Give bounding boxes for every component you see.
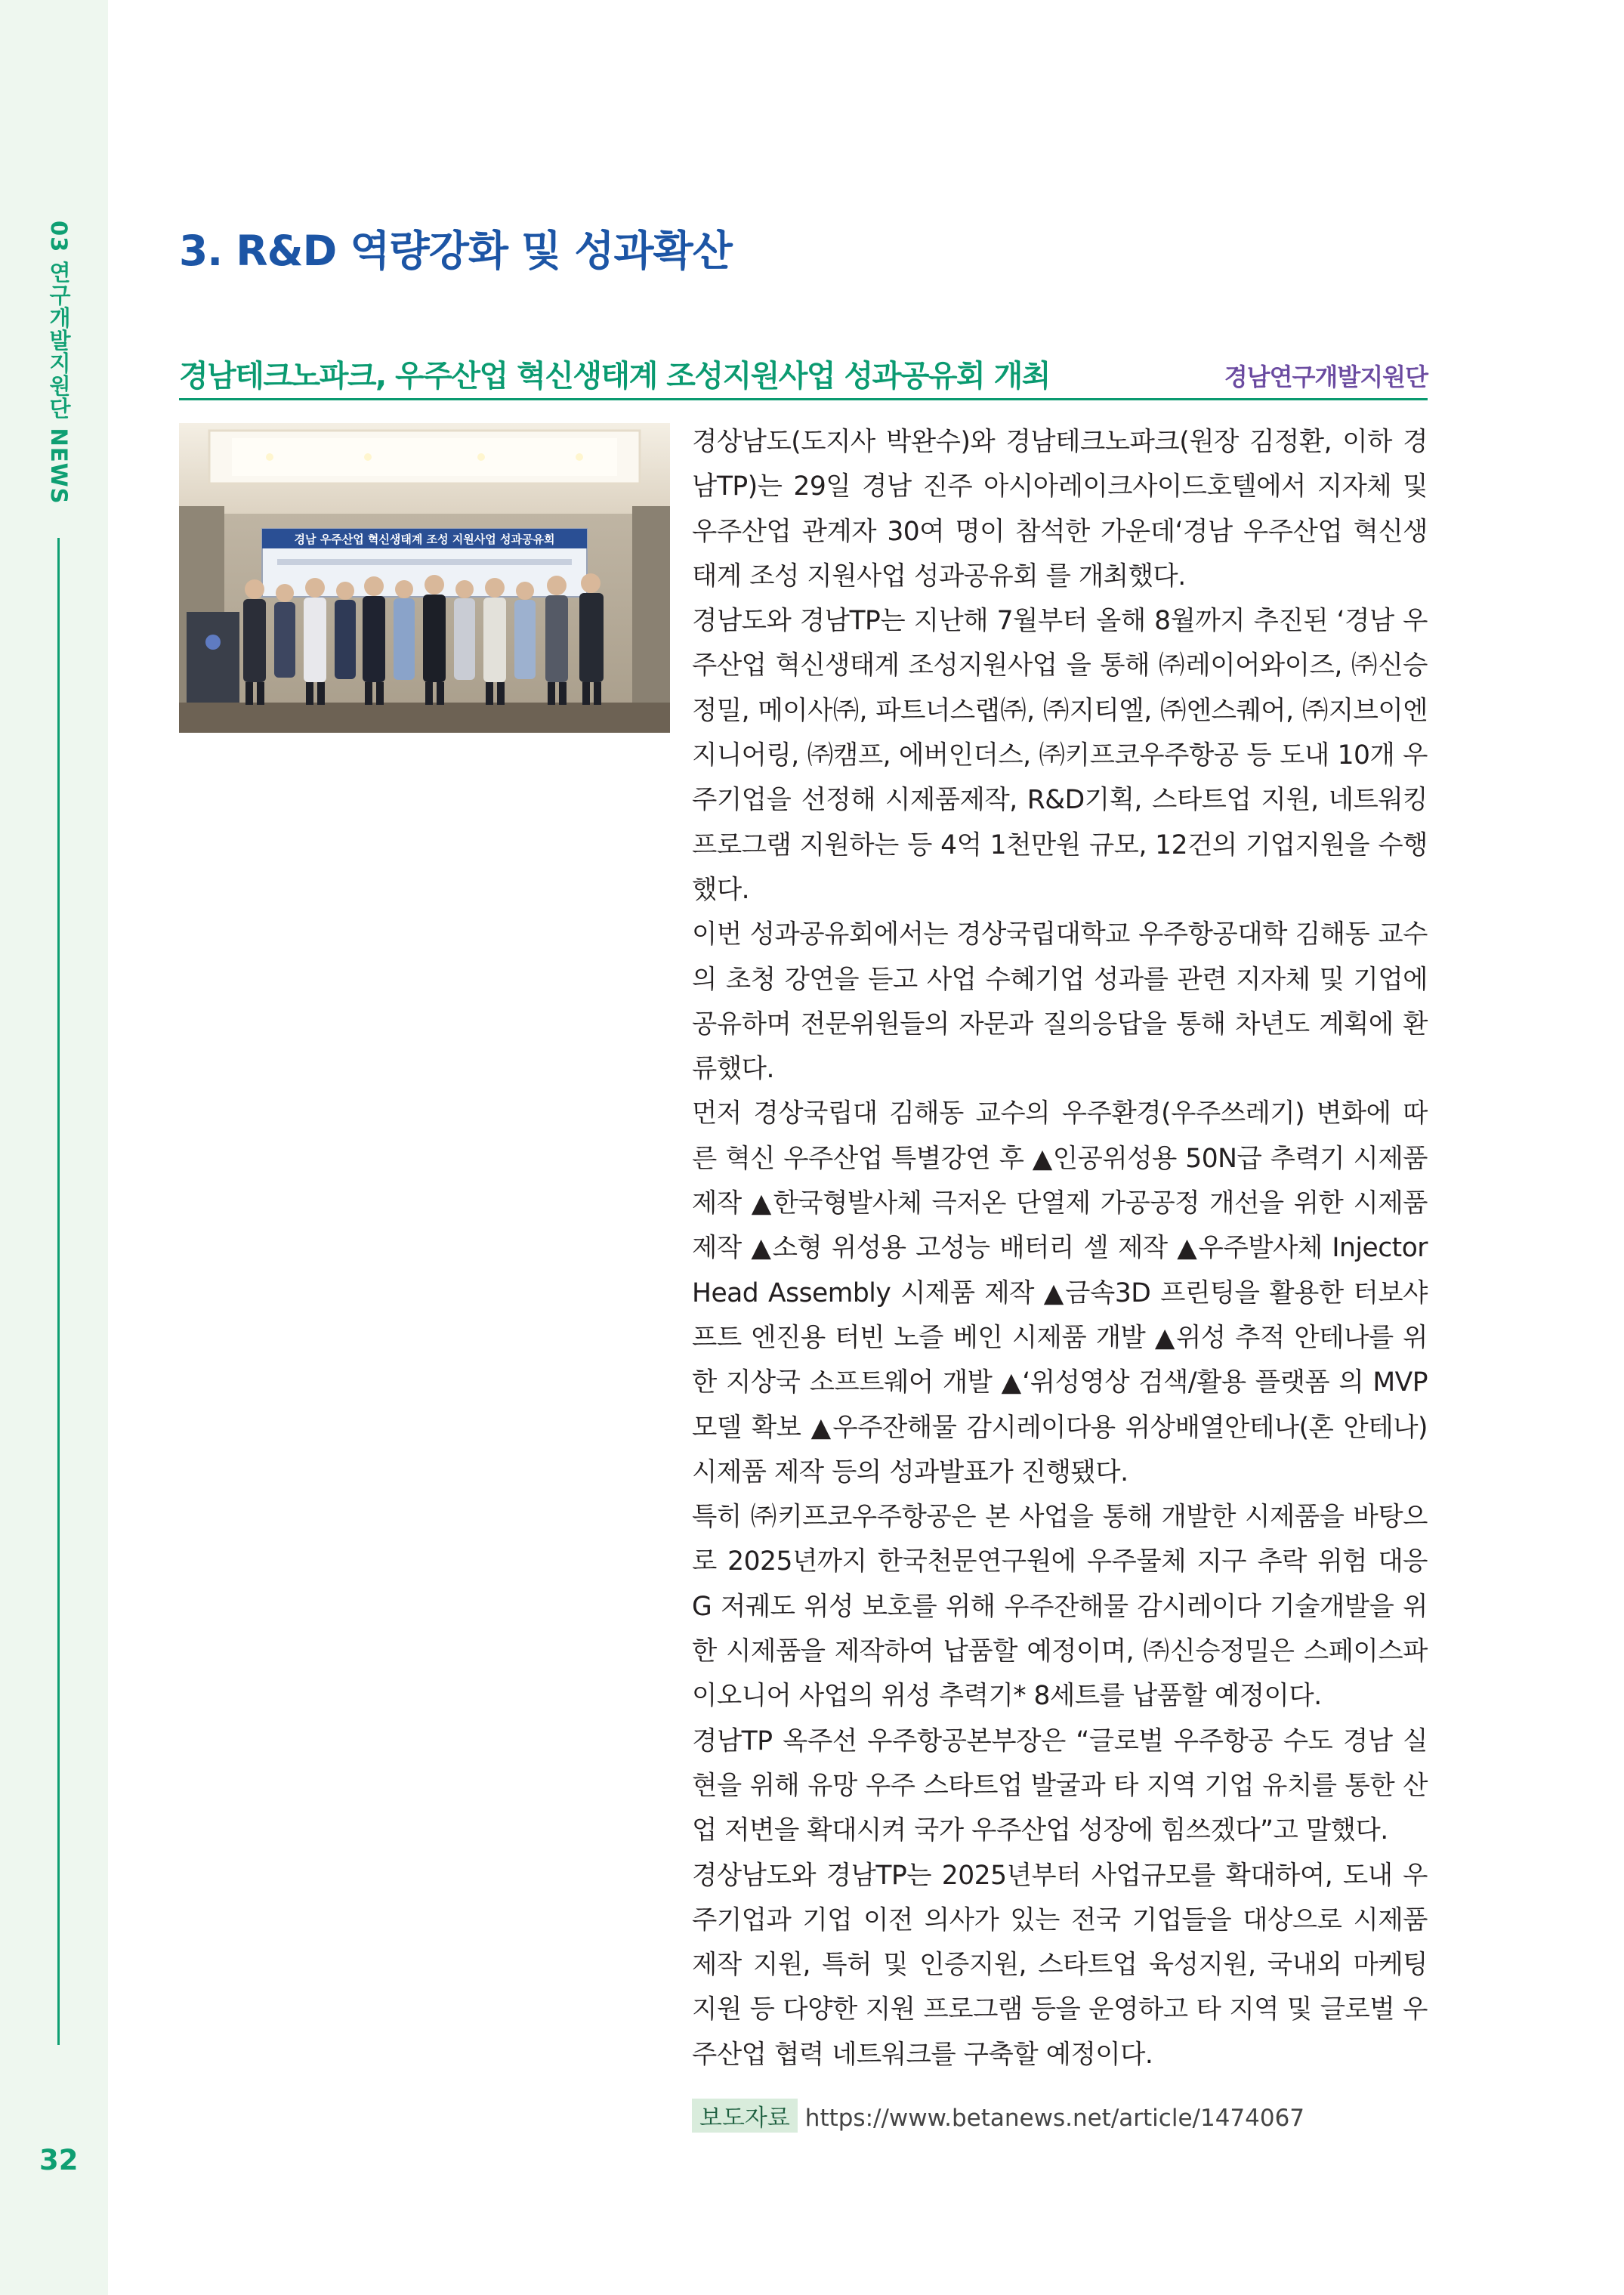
page-number: 32 (39, 2144, 79, 2176)
department-label: 경남연구개발지원단 (1224, 363, 1428, 391)
article-paragraph: 경남TP 옥주선 우주항공본부장은 “글로벌 우주항공 수도 경남 실현을 위해 유망 우주 스타트업 발굴과 타 지역 기업 유치를 통한 산업 저변을 확대시켜 국가 우주산업 성장에 힘쓰겠다”고 말했다. (692, 1725, 1428, 1846)
article-paragraph: 이번 성과공유회에서는 경상국립대학교 우주항공대학 김해동 교수의 초청 강연을 듣고 사업 수혜기업 성과를 관련 지자체 및 기업에 공유하며 전문위원들의 자문과 질의응답을 통해 차년도 계획에 환류했다. (692, 919, 1428, 1085)
source-url-link[interactable]: https://www.betanews.net/article/1474067 (804, 2105, 1305, 2132)
section-title: 3. R&D 역량강화 및 성과확산 (179, 227, 732, 275)
banner-text: 경남 우주산업 혁신생태계 조성 지원사업 성과공유회 (294, 533, 555, 546)
title-divider (179, 398, 1428, 400)
section-nav-label: 03 연구개발지원단 NEWS (46, 221, 72, 505)
article-paragraph: 경남도와 경남TP는 지난해 7월부터 올해 8월까지 추진된 ‘경남 우주산업 혁신생태계 조성지원사업 을 통해 ㈜레이어와이즈, ㈜신승정밀, 메이사㈜, 파트너스랩㈜, ㈜지티엘, ㈜엔스퀘어, ㈜지브이엔지니어링, ㈜캠프, 에버인더스, ㈜키프코우주항공 등 도내 10개 우주기업을 선정해 시제품제작, R&D기획, 스타트업 지원, 네트워킹 프로그램 지원하는 등 4억 1천만원 규모, 12건의 기업지원을 수행했다. (692, 606, 1428, 905)
article-paragraph: 먼저 경상국립대 김해동 교수의 우주환경(우주쓰레기) 변화에 따른 혁신 우주산업 특별강연 후 ▲인공위성용 50N급 추력기 시제품 제작 ▲한국형발사체 극저온 단열제 가공공정 개선을 위한 시제품 제작 ▲소형 위성용 고성능 배터리 셀 제작 ▲우주발사체 Injector Head Assembly 시제품 제작 ▲금속3D 프린팅을 활용한 터보샤프트 엔진용 터빈 노즐 베인 시제품 개발 ▲위성 추적 안테나를 위한 지상국 소프트웨어 개발 ▲‘위성영상 검색/활용 플랫폼 의 MVP 모델 확보 ▲우주잔해물 감시레이다용 위상배열안테나(혼 안테나) 시제품 제작 등의 성과발표가 진행됐다. (692, 1098, 1428, 1487)
event-photo (179, 423, 670, 733)
article-paragraph: 특히 ㈜키프코우주항공은 본 사업을 통해 개발한 시제품을 바탕으로 2025년까지 한국천문연구원에 우주물체 지구 추락 위험 대응 G 저궤도 위성 보호를 위해 우주잔해물 감시레이다 기술개발을 위한 시제품을 제작하여 납품할 예정이며, ㈜신승정밀은 스페이스파이오니어 사업의 위성 추력기* 8세트를 납품할 예정이다. (692, 1502, 1428, 1712)
source-line (692, 2099, 1304, 2133)
event-photo-illustration (179, 423, 670, 733)
article-body (692, 420, 1428, 2077)
source-tag: 보도자료 (692, 2099, 798, 2133)
article-paragraph: 경상남도(도지사 박완수)와 경남테크노파크(원장 김정환, 이하 경남TP)는 29일 경남 진주 아시아레이크사이드호텔에서 지자체 및 우주산업 관계자 30여 명이 참석한 가운데‘경남 우주산업 혁신생태계 조성 지원사업 성과공유회 를 개최했다. (692, 427, 1428, 592)
sidebar-divider (57, 538, 60, 2045)
article-title: 경남테크노파크, 우주산업 혁신생태계 조성지원사업 성과공유회 개최 (179, 359, 1050, 394)
article-paragraph: 경상남도와 경남TP는 2025년부터 사업규모를 확대하여, 도내 우주기업과 기업 이전 의사가 있는 전국 기업들을 대상으로 시제품 제작 지원, 특허 및 인증지원, 스타트업 육성지원, 국내외 마케팅 지원 등 다양한 지원 프로그램 등을 운영하고 타 지역 및 글로벌 우주산업 협력 네트워크를 구축할 예정이다. (692, 1860, 1428, 2070)
